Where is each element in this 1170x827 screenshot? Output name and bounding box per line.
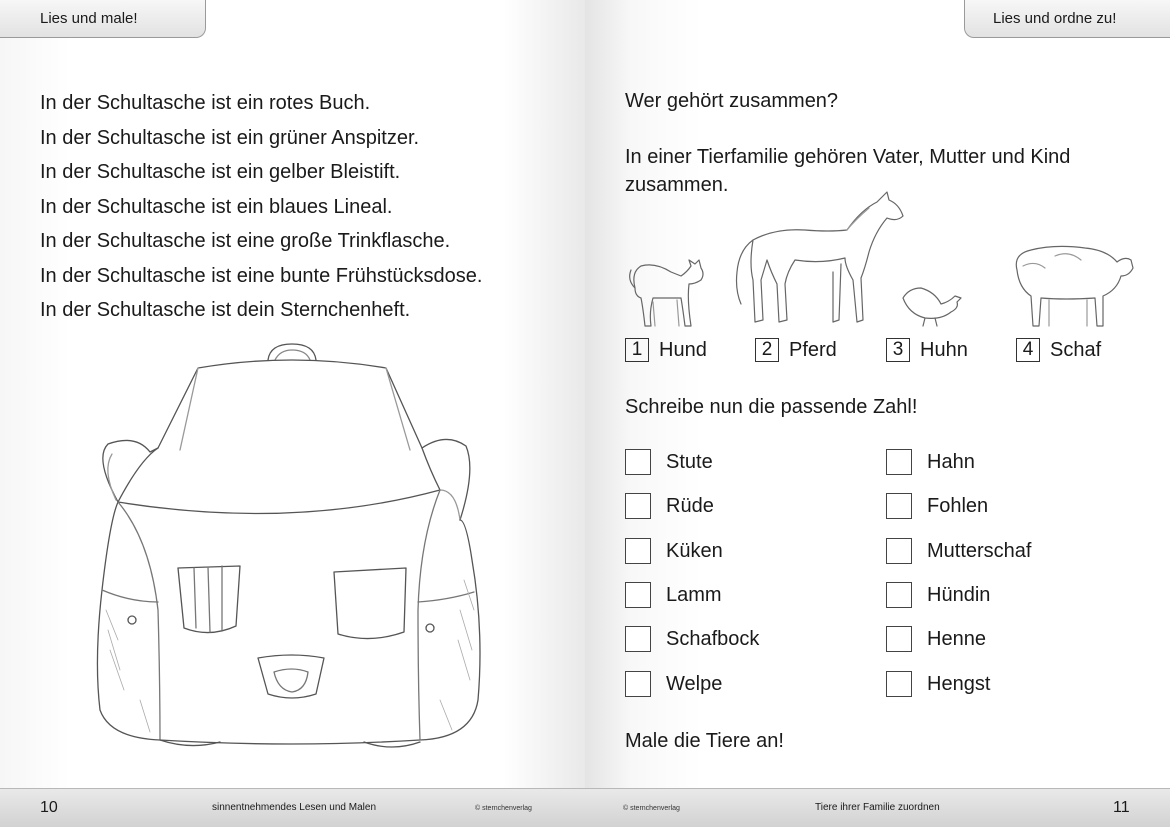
answer-row bbox=[625, 449, 713, 475]
legend-label: Schaf bbox=[1050, 338, 1102, 361]
footer-copyright: © sternchenverlag bbox=[623, 805, 680, 812]
answer-row bbox=[886, 538, 1031, 564]
answer-row bbox=[886, 582, 990, 608]
answer-label: Hündin bbox=[927, 583, 991, 606]
number-box[interactable] bbox=[625, 538, 651, 564]
right-footer bbox=[585, 788, 1170, 827]
answer-row bbox=[625, 538, 723, 564]
legend-label: Hund bbox=[659, 338, 707, 361]
answer-label: Küken bbox=[666, 539, 723, 562]
closing-instruction: Male die Tiere an! bbox=[625, 730, 784, 752]
legend-number: 4 bbox=[1016, 338, 1040, 362]
animal-illustrations bbox=[625, 180, 1135, 332]
legend-schaf bbox=[1016, 338, 1101, 362]
number-box[interactable] bbox=[625, 449, 651, 475]
answer-row bbox=[886, 449, 975, 475]
hen-illustration bbox=[903, 288, 961, 326]
number-box[interactable] bbox=[625, 582, 651, 608]
instruction-text: Schreibe nun die passende Zahl! bbox=[625, 396, 918, 418]
sentence: In der Schultasche ist ein rotes Buch. bbox=[40, 92, 371, 114]
school-bag-drawing bbox=[80, 340, 500, 760]
answer-label: Hengst bbox=[927, 672, 991, 695]
number-box[interactable] bbox=[886, 449, 912, 475]
sheep-illustration bbox=[1016, 246, 1133, 326]
horse-illustration bbox=[737, 192, 904, 322]
question-heading: Wer gehört zusammen? bbox=[625, 90, 839, 112]
sentence: In der Schultasche ist eine bunte Frühstücksdose. bbox=[40, 264, 483, 287]
answer-label: Stute bbox=[666, 450, 713, 473]
legend-pferd bbox=[755, 338, 837, 362]
left-footer bbox=[0, 788, 585, 827]
intro-line-2: zusammen. bbox=[625, 174, 729, 196]
footer-copyright: © sternchenverlag bbox=[475, 805, 532, 812]
footer-topic: sinnentnehmendes Lesen und Malen bbox=[212, 802, 377, 813]
sentence: In der Schultasche ist dein Sternchenheft. bbox=[40, 299, 411, 321]
number-box[interactable] bbox=[886, 493, 912, 519]
legend-huhn bbox=[886, 338, 968, 362]
sentence: In der Schultasche ist ein blaues Lineal. bbox=[40, 195, 393, 218]
page-number: 11 bbox=[1113, 799, 1130, 816]
number-box[interactable] bbox=[886, 671, 912, 697]
number-box[interactable] bbox=[886, 582, 912, 608]
answer-row bbox=[625, 493, 714, 519]
answer-row bbox=[886, 671, 990, 697]
right-page bbox=[585, 0, 1170, 827]
legend-hund bbox=[625, 338, 707, 362]
sentence: In der Schultasche ist ein grüner Anspitzer. bbox=[40, 126, 420, 149]
intro-line-1: In einer Tierfamilie gehören Vater, Mutter und Kind bbox=[625, 146, 1071, 168]
answer-label: Welpe bbox=[666, 672, 723, 695]
number-box[interactable] bbox=[625, 671, 651, 697]
number-box[interactable] bbox=[625, 493, 651, 519]
number-box[interactable] bbox=[886, 626, 912, 652]
answer-label: Hahn bbox=[927, 450, 975, 473]
dog-illustration bbox=[630, 260, 703, 326]
answer-label: Mutterschaf bbox=[927, 539, 1032, 562]
legend-label: Huhn bbox=[920, 338, 968, 361]
answer-label: Fohlen bbox=[927, 494, 989, 517]
answer-row bbox=[886, 626, 986, 652]
number-box[interactable] bbox=[886, 538, 912, 564]
legend-number: 1 bbox=[625, 338, 649, 362]
answer-row bbox=[886, 493, 988, 519]
answer-label: Lamm bbox=[666, 583, 722, 606]
answer-label: Henne bbox=[927, 627, 986, 650]
answer-row bbox=[625, 671, 722, 697]
page-number: 10 bbox=[40, 799, 58, 816]
legend-number: 2 bbox=[755, 338, 779, 362]
sentence: In der Schultasche ist eine große Trinkflasche. bbox=[40, 230, 451, 252]
number-box[interactable] bbox=[625, 626, 651, 652]
answer-label: Rüde bbox=[666, 494, 714, 517]
legend-label: Pferd bbox=[789, 338, 837, 361]
legend-number: 3 bbox=[886, 338, 910, 362]
left-header-tab: Lies und male! bbox=[0, 0, 206, 38]
answer-label: Schafbock bbox=[666, 627, 760, 650]
sentence-list bbox=[40, 86, 482, 328]
answer-row bbox=[625, 626, 759, 652]
answer-row bbox=[625, 582, 722, 608]
sentence: In der Schultasche ist ein gelber Bleistift. bbox=[40, 161, 401, 183]
right-header-tab: Lies und ordne zu! bbox=[964, 0, 1170, 38]
footer-topic: Tiere ihrer Familie zuordnen bbox=[815, 802, 940, 813]
